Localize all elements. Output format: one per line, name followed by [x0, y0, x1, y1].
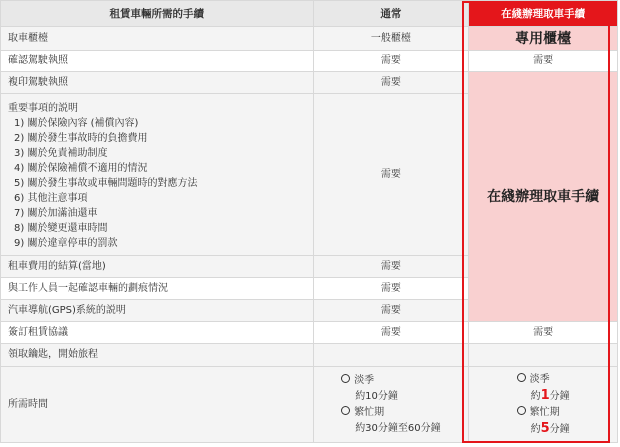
duration-prefix: 約 [530, 390, 541, 402]
peak-season-duration [517, 421, 570, 438]
peak-season-label: 繁忙期 [354, 406, 385, 418]
row-label: 複印駕駛執照 [1, 72, 314, 94]
row-online-value: 需要 [469, 322, 618, 344]
row-label: 確認駕駛執照 [1, 51, 314, 72]
duration-unit: 分鐘 [549, 423, 570, 435]
header-procedures: 租賃車輛所需的手續 [1, 1, 314, 27]
normal-time-info [341, 373, 440, 437]
important-notes-title: 重要事項的説明 [8, 102, 78, 114]
table-row [1, 27, 618, 51]
row-label: 所需時間 [1, 367, 314, 443]
row-normal-value: 需要 [313, 94, 469, 256]
table-row [1, 344, 618, 367]
list-item: 9) 關於違章停車的罰款 [14, 237, 118, 249]
header-online-checkin: 在綫辦理取車手續 [469, 1, 618, 27]
off-season-label: 淡季 [354, 374, 375, 386]
clock-icon [341, 406, 350, 415]
list-item: 5) 關於發生事故或車輛問題時的對應方法 [14, 177, 198, 189]
off-season-label: 淡季 [529, 373, 550, 385]
row-label: 簽訂租賃協議 [1, 322, 314, 344]
clock-icon [517, 373, 526, 382]
peak-season-duration: 約30分鐘至60分鐘 [355, 422, 441, 434]
table-row-required-time [1, 367, 618, 443]
row-normal-value: 需要 [313, 72, 469, 94]
duration-number: 5 [540, 420, 550, 436]
off-season-duration [517, 388, 570, 405]
list-item: 2) 關於發生事故時的負擔費用 [14, 132, 148, 144]
row-online-value [469, 344, 618, 367]
row-normal-value: 需要 [313, 300, 469, 322]
table-row [1, 322, 618, 344]
row-label: 與工作人員一起確認車輛的劃痕情況 [1, 278, 314, 300]
important-notes-cell [1, 94, 314, 256]
duration-unit: 分鐘 [549, 390, 570, 402]
row-label: 取車櫃檯 [1, 27, 314, 51]
row-normal-value: 需要 [313, 256, 469, 278]
list-item: 8) 關於變更還車時間 [14, 222, 108, 234]
duration-prefix: 約 [530, 423, 541, 435]
off-season-duration: 約10分鐘 [355, 390, 398, 402]
row-label: 領取鑰匙，開始旅程 [1, 344, 314, 367]
online-time-info [517, 372, 570, 438]
table-header-row [1, 1, 618, 27]
row-normal-value [313, 344, 469, 367]
merged-online-cell: 在綫辦理取車手續 [469, 72, 618, 322]
row-online-value: 需要 [469, 51, 618, 72]
list-item: 6) 其他注意事項 [14, 192, 88, 204]
header-normal: 通常 [313, 1, 469, 27]
important-notes-list [8, 99, 306, 251]
list-item: 4) 關於保險補償不適用的情況 [14, 162, 148, 174]
list-item: 7) 關於加滿油還車 [14, 207, 98, 219]
table-row [1, 51, 618, 72]
clock-icon [517, 406, 526, 415]
peak-season-label: 繁忙期 [529, 406, 560, 418]
online-time-cell [469, 367, 618, 443]
list-item: 3) 關於免責補助制度 [14, 147, 108, 159]
row-label: 汽車導航(GPS)系統的説明 [1, 300, 314, 322]
row-normal-value: 需要 [313, 278, 469, 300]
table-row [1, 72, 618, 94]
row-online-value: 專用櫃檯 [469, 27, 618, 51]
clock-icon [341, 374, 350, 383]
duration-number: 1 [540, 387, 550, 403]
row-label: 租車費用的結算(當地) [1, 256, 314, 278]
list-item: 1) 關於保險內容 (補償內容) [14, 117, 139, 129]
normal-time-cell [313, 367, 469, 443]
row-normal-value: 一般櫃檯 [313, 27, 469, 51]
row-normal-value: 需要 [313, 51, 469, 72]
row-normal-value: 需要 [313, 322, 469, 344]
